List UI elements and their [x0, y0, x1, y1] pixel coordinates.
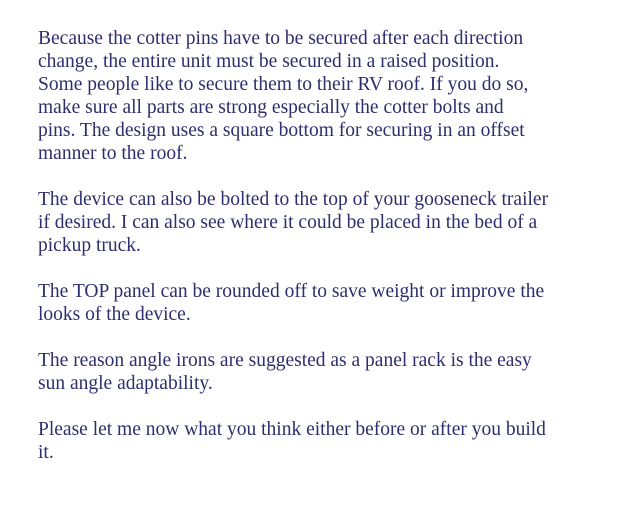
text-line: looks of the device. — [38, 304, 191, 325]
text-line: make sure all parts are strong especially the cotter bolts and — [38, 97, 504, 118]
text-line: manner to the roof. — [38, 143, 188, 164]
paragraph-mounting-options — [38, 188, 590, 257]
text-line: if desired. I can also see where it could be placed in the bed of a — [38, 212, 538, 233]
text-line: sun angle adaptability. — [38, 373, 213, 394]
text-line: The reason angle irons are suggested as a panel rack is the easy — [38, 350, 532, 371]
text-line: Because the cotter pins have to be secured after each direction — [38, 28, 524, 49]
text-line: change, the entire unit must be secured in a raised position. — [38, 51, 500, 72]
paragraph-feedback-request — [38, 418, 590, 464]
text-line: it. — [38, 442, 54, 463]
text-line: The TOP panel can be rounded off to save weight or improve the — [38, 281, 545, 302]
paragraph-top-panel — [38, 280, 590, 326]
text-line: pickup truck. — [38, 235, 141, 256]
text-line: pins. The design uses a square bottom for securing in an offset — [38, 120, 525, 141]
text-line: Some people like to secure them to their RV roof. If you do so, — [38, 74, 529, 95]
text-line: The device can also be bolted to the top of your gooseneck trailer — [38, 189, 549, 210]
text-line: Please let me now what you think either before or after you build — [38, 419, 546, 440]
paragraph-angle-irons — [38, 349, 590, 395]
paragraph-securing — [38, 27, 590, 165]
